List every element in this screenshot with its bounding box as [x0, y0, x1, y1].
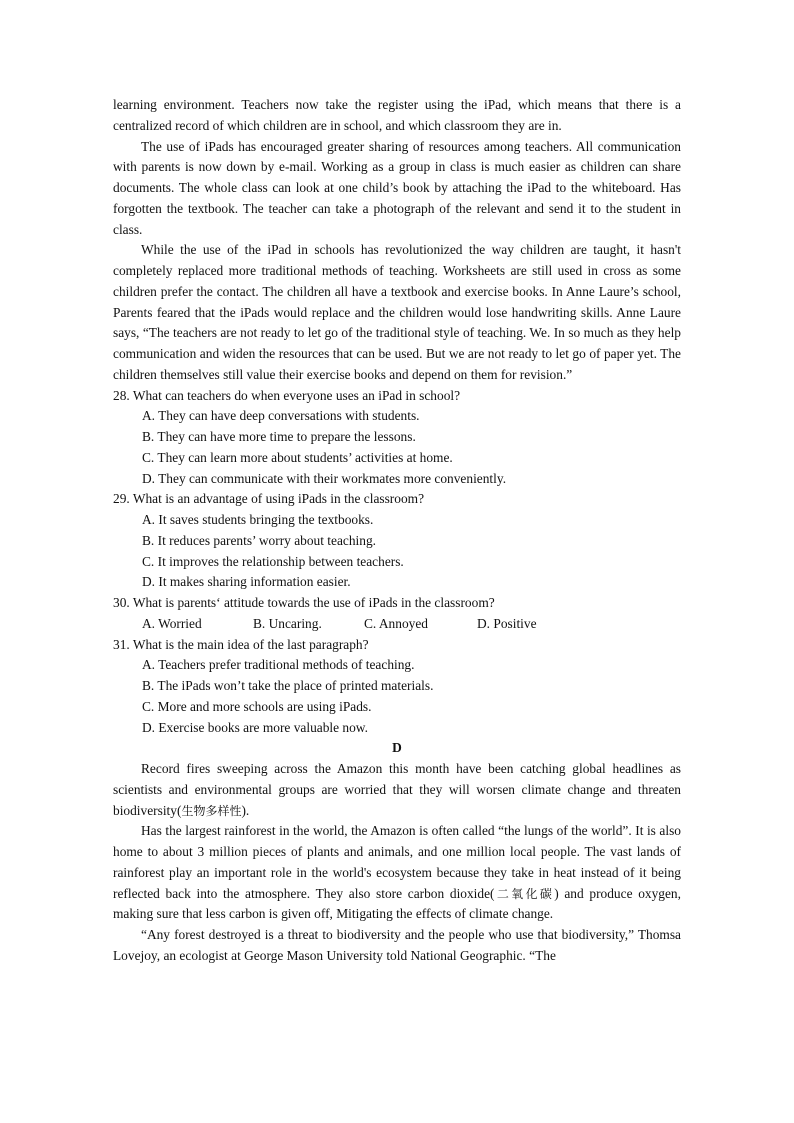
option-b: B. Uncaring. [253, 615, 322, 631]
question-stem: 31. What is the main idea of the last paragraph? [113, 636, 369, 652]
passage-c-paragraph-3: While the use of the iPad in schools has revolutionized the way children are taught, it hasn't completely replaced more traditional methods of teaching. Worksheets are still used in cross as some children prefer the contact. The children all have a textbook and exercise books. In Anne Laure’s school, Parents feared that the iPads would replace and the children would lose handwriting skills. Anne Laure says, “The teachers are not ready to let go of the traditional style of teaching. We. In so much as they help communication and widen the resources that can be used. But we are not ready to let go of paper yet. The children themselves still value their exercise books and depend on them for revision.” [113, 242, 681, 382]
option-c: C. It improves the relationship between teachers. [142, 553, 404, 569]
option-d: D. Positive [477, 615, 537, 631]
option-c: C. More and more schools are using iPads. [142, 698, 372, 714]
option-a: A. Worried [142, 615, 202, 631]
option-b: B. They can have more time to prepare the lessons. [142, 429, 416, 444]
text-run: Has the largest rainforest in the world, the Amazon is often called “the lungs of the world”. It is also home to about 3 million pieces of plants and animals, and one million local people. The vast lands of rainforest play an important role in the world's ecosystem because they take in heat instead of it being reflected back into the atmosphere. They also store carbon dioxide( [113, 823, 681, 901]
passage-c-paragraph-1: learning environment. Teachers now take the register using the iPad, which means that there is a centralized record of which children are in school, and which classroom they are in. [113, 97, 681, 133]
question-stem: 30. What is parents‘ attitude towards the use of iPads in the classroom? [113, 595, 495, 610]
option-c: C. Annoyed [364, 615, 428, 631]
passage-d-paragraph-2 [113, 821, 681, 925]
passage-d-paragraph-3: “Any forest destroyed is a threat to biodiversity and the people who use that biodiversity,” Thomsa Lovejoy, an ecologist at George Mason University told National Geographic. “The [113, 927, 681, 963]
option-a: A. Teachers prefer traditional methods of teaching. [142, 657, 415, 673]
text-run: ) and produce oxygen, making sure that less carbon is given off, Mitigating the effects of climate change. [113, 885, 681, 922]
question-30 [113, 593, 681, 635]
question-29 [113, 489, 681, 593]
chinese-gloss: 二氧化碳 [494, 886, 555, 901]
option-a: A. They can have deep conversations with students. [142, 408, 420, 424]
text-run: ). [241, 802, 250, 818]
option-c: C. They can learn more about students’ activities at home. [142, 449, 453, 465]
question-31 [113, 635, 681, 739]
question-28 [113, 386, 681, 490]
text-run: Record fires sweeping across the Amazon this month have been catching global headlines as scientists and environmental groups are worried that they will worsen climate change and threaten biodiversity( [113, 761, 681, 818]
document-page [113, 95, 681, 967]
option-a: A. It saves students bringing the textbooks. [142, 512, 374, 527]
option-d: D. Exercise books are more valuable now. [142, 719, 368, 735]
options-row [113, 614, 681, 635]
option-b: B. The iPads won’t take the place of printed materials. [142, 678, 434, 693]
chinese-gloss: 生物多样性 [181, 803, 242, 818]
question-stem: 29. What is an advantage of using iPads in the classroom? [113, 491, 425, 507]
question-stem: 28. What can teachers do when everyone uses an iPad in school? [113, 387, 461, 403]
option-d: D. They can communicate with their workmates more conveniently. [142, 470, 507, 486]
section-label-d: D [392, 740, 402, 756]
passage-c-paragraph-2: The use of iPads has encouraged greater sharing of resources among teachers. All communication with parents is now down by e-mail. Working as a group in class is much easier as children can share documents. The whole class can look at one child’s book by attaching the iPad to the whiteboard. Has forgotten the textbook. The teacher can take a photograph of the relevant and send it to the student in class. [113, 138, 681, 237]
passage-d-paragraph-1 [113, 759, 681, 821]
option-b: B. It reduces parents’ worry about teaching. [142, 532, 377, 548]
option-d: D. It makes sharing information easier. [142, 574, 351, 590]
